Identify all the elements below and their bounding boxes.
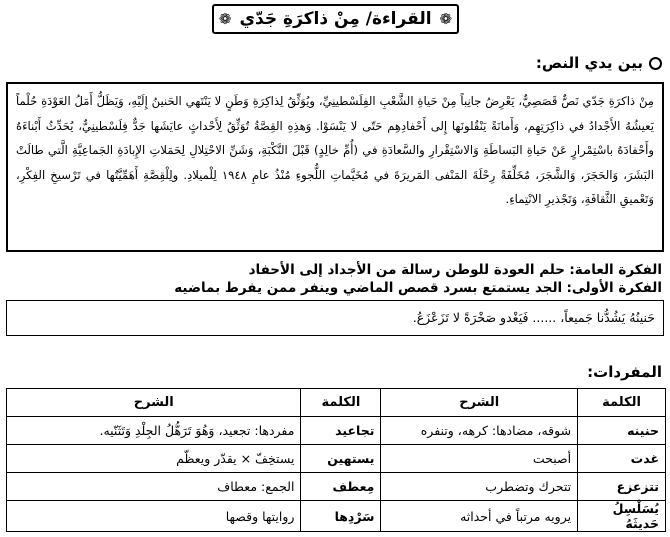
vocab-word: يستهين [301,445,381,473]
vocab-meaning: شوقه، مضادها: كرهه، وتنفره [381,417,578,445]
passage-text: مِنْ ذاكرَةِ جَدّي نَصٌّ قَصَصِيٌّ، يَعْرِضُ جانِباً مِنْ حَياةِ الشَّعْبِ الفِلَسْطينِيِّ، ويُوَثِّقُ لِذاكِرَةِ وَطَنٍ لا يَنْتَهي الحَنينُ إِلَيْهِ، وَيَظَلُّ أَمَلُ العَوْدَةِ حُلْماً يَعيشُهُ الأَجْدادُ في ذاكِرَتِهِم، وَأَمانَةً يَنْقُلونَها إِلى أَحْفادِهِم حَتّى لا يَنْسَوْا. وَهذِهِ القِصَّةُ تُوَثِّقُ لِأَحْداثٍ عايَشَها جَدٌّ فِلَسْطينِيٌّ، يُحَدِّثُ أَبْناءَهُ وأَحْفادَهُ باسْتِمْرارٍ عَنْ حَياةِ البَساطَةِ وَالاسْتِقْرارِ والسَّعادَةِ في (أُمِّ خالِدٍ) قَبْلَ النَّكْبَةِ، وَشَنِّ الاحْتِلالِ لِحَمَلاتِ الإِبادَةِ الجَماعِيَّةِ الَّتي طالَتْ البَشَرَ، وَالحَجَرَ، وَالشَّجَرَ، مُخَلِّفَةً رِحْلَةَ المَنْفى المَريرَةَ في مُخَيَّماتِ اللُّجوءِ مُنْذُ عامِ ١٩٤٨ لِلْميلادِ. ولِلْقِصَّةِ أَهَمِّيَّتُها في تَرْسيخِ الفِكْرِ، وَتَعْميقِ الثَّقافَةِ، وَتَجْذيرِ الانْتِماءِ. [16,94,655,206]
first-idea [174,280,662,296]
flower-icon: ❁ [439,10,453,28]
vocab-word: تتزعزع [578,473,666,501]
vocab-meaning: تتحرك وتضطرب [381,473,578,501]
general-idea-text: حلم العودة للوطن رسالة من الأجداد إلى الأحفاد [248,262,566,278]
table-row [7,445,666,473]
vocab-meaning: مفردها: تجعيد، وَهُوَ تَرَهُّلُ الجِلْدِ وَتَثَنّيه. [7,417,301,445]
circle-bullet-icon [649,57,662,70]
vocab-meaning: الجمع: معطاف [7,473,301,501]
general-idea-label: الفكرة العامة: [569,262,662,278]
verse-text: حَنينُهُ يَشُدُّنا جَميعاً، ...... فَيَغْدو صَخْرَةً لا تَزَعْزَعُ. [412,310,655,325]
flower-icon: ❁ [218,10,232,28]
header-meaning: الشرح [7,389,301,417]
vocab-word: مِعطف [301,473,381,501]
vocab-meaning: يرويه مرتباً في أحداثه [381,501,578,532]
page-title [212,4,459,34]
vocab-word: حنينه [578,417,666,445]
table-row [7,473,666,501]
header-meaning: الشرح [381,389,578,417]
general-idea [249,262,662,278]
vocab-meaning: روايتها وقصها [7,501,301,532]
passage-box [6,82,664,252]
table-row [7,417,666,445]
header-word: الكلمة [301,389,381,417]
vocab-word: يُسَلْسِلُ حَديثَهُ [578,501,666,532]
first-idea-text: الجد يستمتع بسرد قصص الماضي وينفر ممن يفرط بماضيه [174,280,563,296]
vocab-word: غدت [578,445,666,473]
passage-heading: بين يدي النص: [536,54,662,72]
vocab-word: تجاعيد [301,417,381,445]
first-idea-label: الفكرة الأولى: [566,280,662,296]
vocab-meaning: يستخِفّ × يقدّر ويعظّم [7,445,301,473]
vocab-heading: المفردات: [587,363,662,381]
header-word: الكلمة [578,389,666,417]
vocab-table [6,388,666,532]
table-row [7,501,666,532]
vocab-word: سَرْدِها [301,501,381,532]
vocab-meaning: أصبحت [381,445,578,473]
title-text: القراءة/ مِنْ ذاكرَةِ جَدّي [239,9,432,29]
vocab-header-row [7,389,666,417]
verse-box [6,300,664,336]
